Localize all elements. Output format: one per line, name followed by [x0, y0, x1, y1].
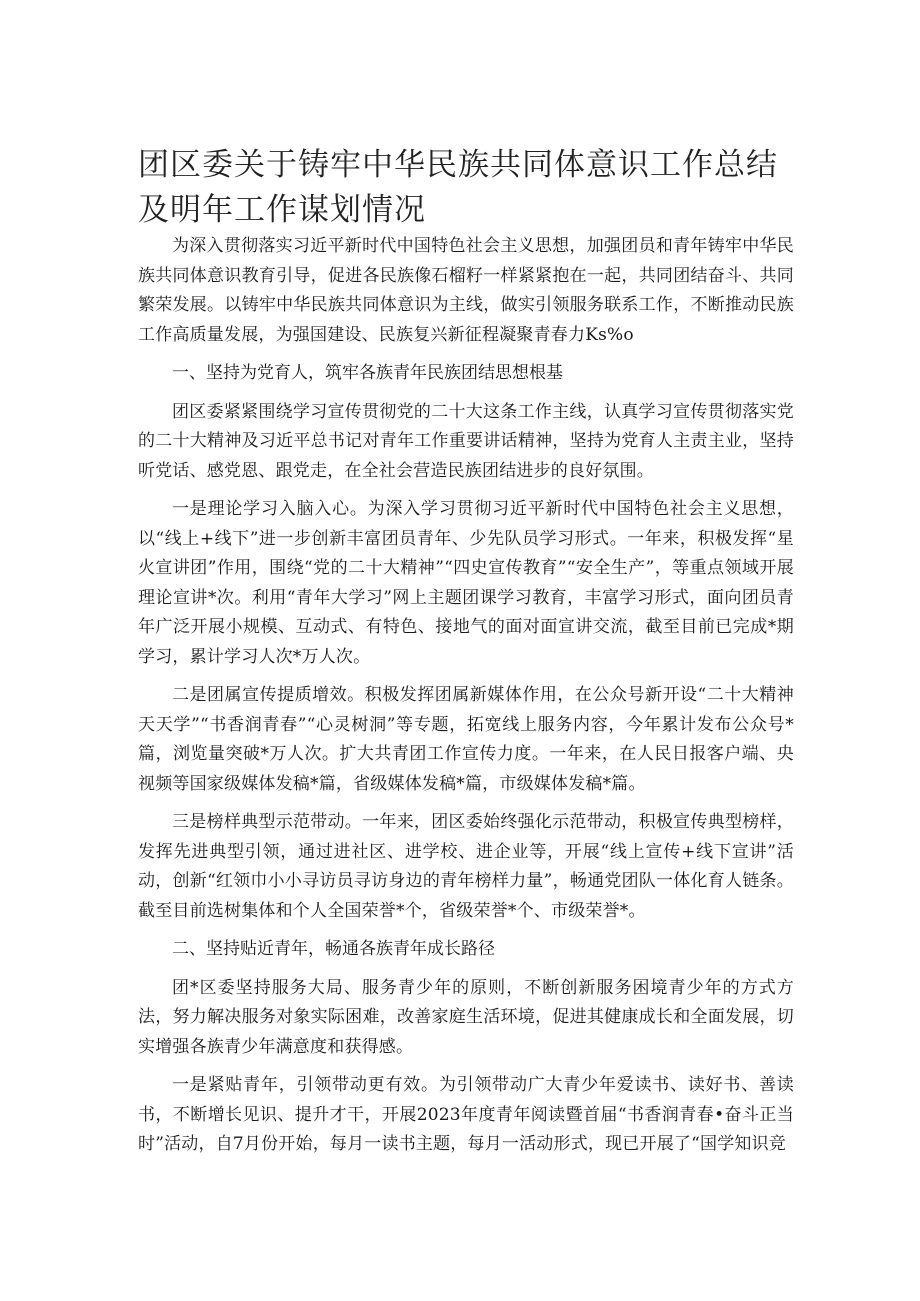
section-2-summary-paragraph: 团*区委坚持服务大局、服务青少年的原则，不断创新服务困境青少年的方式方法，努力解决服务对象实际困难，改善家庭生活环境，促进其健康成长和全面发展，切实增强各族青少年满意度和获得感。: [138, 977, 794, 1057]
intro-paragraph: 为深入贯彻落实习近平新时代中国特色社会主义思想，加强团员和青年铸牢中华民族共同体意识教育引导，促进各民族像石榴籽一样紧紧抱在一起，共同团结奋斗、共同繁荣发展。以铸牢中华民族共同体意识为主线，做实引领服务联系工作，不断推动民族工作高质量发展，为强国建设、民族复兴新征程凝聚青春力Ks%o: [138, 236, 794, 345]
section-1-summary-paragraph: 团区委紧紧围绕学习宣传贯彻党的二十大这条工作主线，认真学习宣传贯彻落实党的二十大精神及习近平总书记对青年工作重要讲话精神，坚持为党育人主责主业，坚持听党话、感党恩、跟党走，在全社会营造民族团结进步的良好氛围。: [138, 401, 794, 481]
section-heading-1: 一、坚持为党育人，筑牢各族青年民族团结思想根基: [172, 363, 563, 383]
document-body: [138, 232, 794, 1169]
publicity-paragraph: 二是团属宣传提质增效。积极发挥团属新媒体作用，在公众号新开设“二十大精神天天学”“书香润青春”“心灵树洞”等专题，拓宽线上服务内容，今年累计发布公众号*篇，浏览量突破*万人次。扩大共青团工作宣传力度。一年来，在人民日报客户端、央视频等国家级媒体发稿*篇，省级媒体发稿*篇，市级媒体发稿*篇。: [138, 685, 794, 794]
youth-guidance-paragraph: 一是紧贴青年，引领带动更有效。为引领带动广大青少年爱读书、读好书、善读书，不断增长见识、提升才干，开展2023年度青年阅读暨首届“书香润青春•奋斗正当时”活动，自7月份开始，每月一读书主题，每月一活动形式，现已开展了“国学知识竞: [138, 1075, 794, 1154]
role-model-paragraph: 三是榜样典型示范带动。一年来，团区委始终强化示范带动，积极宣传典型榜样，发挥先进典型引领，通过进社区、进学校、进企业等，开展“线上宣传+线下宣讲”活动，创新“红领巾小小寻访员寻访身边的青年榜样力量”，畅通党团队一体化育人链条。截至目前选树集体和个人全国荣誉*个，省级荣誉*个、市级荣誉*。: [138, 812, 794, 921]
section-heading-2: 二、坚持贴近青年，畅通各族青年成长路径: [172, 939, 495, 959]
document-title: 团区委关于铸牢中华民族共同体意识工作总结及明年工作谋划情况: [138, 147, 778, 228]
theory-study-paragraph: 一是理论学习入脑入心。为深入学习贯彻习近平新时代中国特色社会主义思想，以“线上+线下”进一步创新丰富团员青年、少先队员学习形式。一年来，积极发挥“星火宣讲团”作用，围绕“党的二十大精神”“四史宣传教育”“安全生产”，等重点领域开展理论宣讲*次。利用“青年大学习”网上主题团课学习教育，丰富学习形式，面向团员青年广泛开展小规模、互动式、有特色、接地气的面对面宣讲交流，截至目前已完成*期学习，累计学习人次*万人次。: [138, 499, 794, 667]
